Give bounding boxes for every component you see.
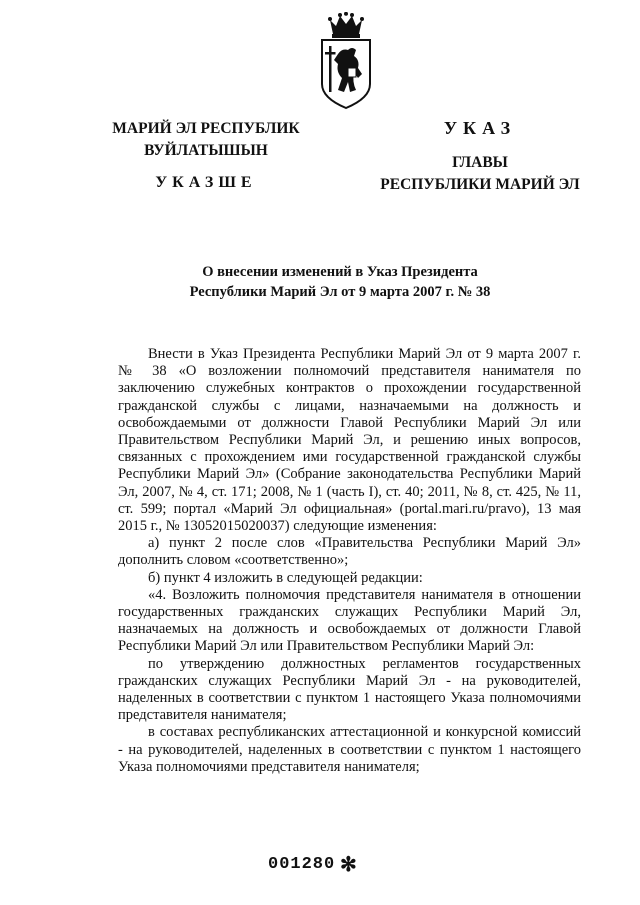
subject-line1: О внесении изменений в Указ Президента <box>202 264 478 280</box>
paragraph-commissions: в составах республиканских аттестационной и конкурсной комиссий - на руководителей, наделенных в соответствии с пунктом 1 настоящего Указа полномочиями представителя нанимателя; <box>118 724 581 775</box>
header-right-line1: ГЛАВЫ <box>452 154 508 171</box>
coat-of-arms-emblem-icon <box>316 12 376 110</box>
asterisk-mark-icon: ✻ <box>340 854 357 876</box>
document-body <box>118 346 581 776</box>
paragraph-a: а) пункт 2 после слов «Правительства Республики Марий Эл» дополнить словом «соответственно»; <box>118 535 581 569</box>
paragraph-item-4: «4. Возложить полномочия представителя нанимателя в отношении государственных гражданских служащих Республики Марий Эл, назначаемых на должность и освобождаемых от должности Главой Республики Марий Эл или Правительством Республики Марий Эл: <box>118 586 581 655</box>
header-right-block <box>366 152 594 196</box>
header-left-line2: ВУЙЛАТЫШЫН <box>144 142 268 159</box>
document-subject <box>100 262 580 302</box>
header-left-block <box>92 118 320 194</box>
paragraph-regulations: по утверждению должностных регламентов государственных гражданских служащих Республики Марий Эл - на руководителей, наделенных в соответствии с пунктом 1 настоящего Указа полномочиями представителя нанимателя; <box>118 655 581 724</box>
header-left-line1: МАРИЙ ЭЛ РЕСПУБЛИК <box>112 120 300 137</box>
header-right-title: УКАЗ <box>443 118 517 138</box>
document-serial-number: 001280 <box>268 855 336 874</box>
header-right-line2: РЕСПУБЛИКИ МАРИЙ ЭЛ <box>380 176 580 193</box>
paragraph-b: б) пункт 4 изложить в следующей редакции: <box>148 569 423 586</box>
subject-line2: Республики Марий Эл от 9 марта 2007 г. № 38 <box>189 284 491 300</box>
header-left-line3: УКАЗШЕ <box>155 174 257 191</box>
paragraph-main: Внести в Указ Президента Республики Марий Эл от 9 марта 2007 г. № 38 «О возложении полномочий представителя нанимателя по заключению служебных контрактов о прохождении государственной гражданской службы с лицами, назначаемыми на должность и освобождаемыми от должности Главой Республики Марий Эл или Правительством Республики Марий Эл, и решению иных вопросов, связанных с прохождением ими государственной гражданской службы Республики Марий Эл» (Собрание законодательства Республики Марий Эл, 2007, № 4, ст. 171; 2008, № 1 (часть I), ст. 40; 2011, № 8, ст. 425, № 11, ст. 599; портал «Марий Эл официальная» (portal.mari.ru/pravo), 13 мая 2015 г., № 13052015020037) следующие изменения: <box>118 346 581 535</box>
